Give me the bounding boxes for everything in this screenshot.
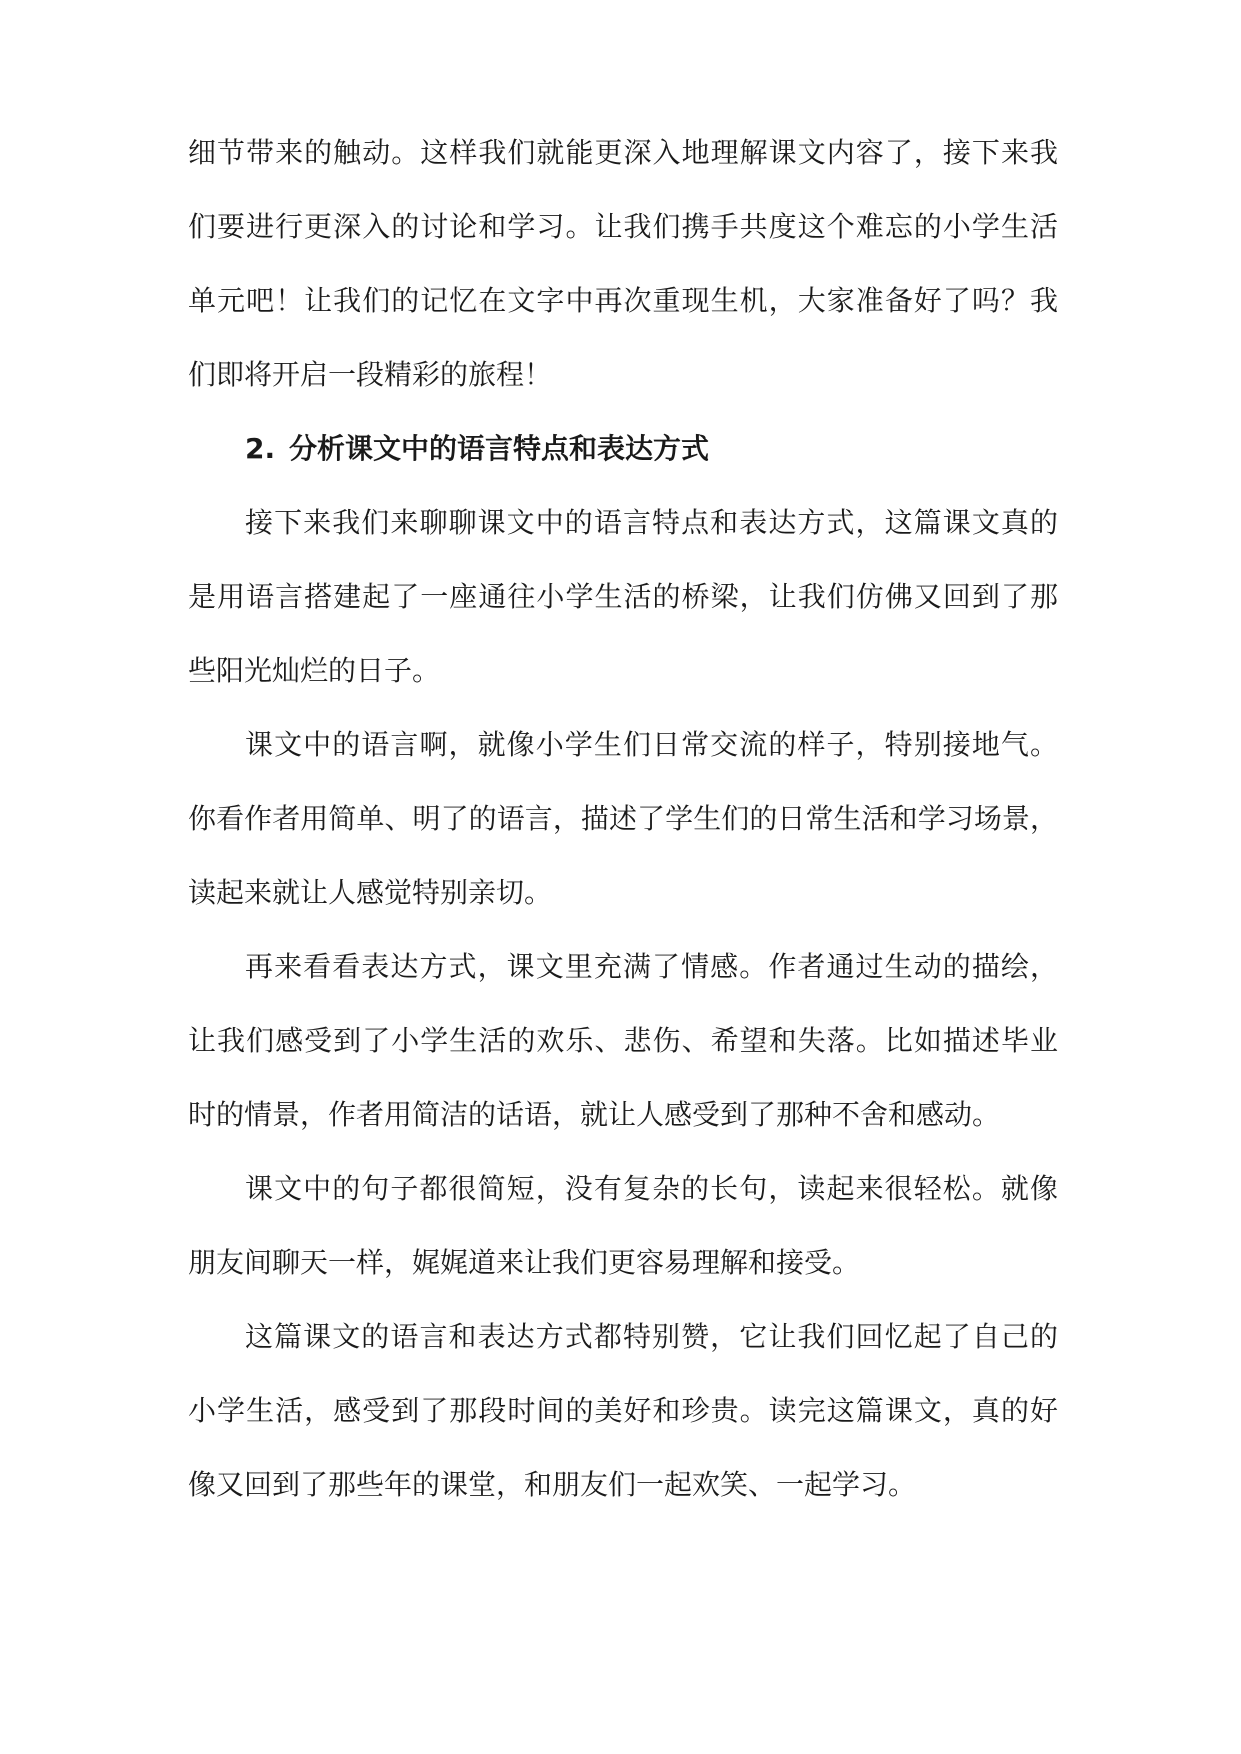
section-heading (188, 430, 1058, 467)
text-line: 这篇课文的语言和表达方式都特别赞，它让我们回忆起了自己的 (245, 1320, 1058, 1353)
text-line: 接下来我们来聊聊课文中的语言特点和表达方式，这篇课文真的 (245, 506, 1058, 539)
text-line: 朋友间聊天一样，娓娓道来让我们更容易理解和接受。 (188, 1246, 861, 1279)
text-line: 课文中的句子都很简短，没有复杂的长句，读起来很轻松。就像 (245, 1172, 1058, 1205)
paragraph-language-features (188, 504, 1058, 689)
section-number: 2. (245, 432, 276, 465)
text-line: 你看作者用简单、明了的语言，描述了学生们的日常生活和学习场景， (188, 802, 1058, 835)
text-line: 时的情景，作者用简洁的话语，就让人感受到了那种不舍和感动。 (188, 1098, 1001, 1131)
paragraph-sentences (188, 1170, 1058, 1281)
text-line: 是用语言搭建起了一座通往小学生活的桥梁，让我们仿佛又回到了那 (188, 580, 1058, 613)
text-line: 再来看看表达方式，课文里充满了情感。作者通过生动的描绘， (245, 950, 1058, 983)
document-page (188, 134, 1058, 1540)
text-line: 们要进行更深入的讨论和学习。让我们携手共度这个难忘的小学生活 (188, 210, 1058, 243)
text-line: 像又回到了那些年的课堂，和朋友们一起欢笑、一起学习。 (188, 1468, 917, 1501)
paragraph-conclusion (188, 1318, 1058, 1503)
text-line: 小学生活，感受到了那段时间的美好和珍贵。读完这篇课文，真的好 (188, 1394, 1058, 1427)
text-line: 读起来就让人感觉特别亲切。 (188, 876, 553, 909)
text-line: 细节带来的触动。这样我们就能更深入地理解课文内容了，接下来我 (188, 136, 1058, 169)
text-line: 课文中的语言啊，就像小学生们日常交流的样子，特别接地气。 (245, 728, 1058, 761)
text-line: 单元吧！让我们的记忆在文字中再次重现生机，大家准备好了吗？我 (188, 284, 1058, 317)
text-line: 些阳光灿烂的日子。 (188, 654, 441, 687)
text-line: 让我们感受到了小学生活的欢乐、悲伤、希望和失落。比如描述毕业 (188, 1024, 1058, 1057)
paragraph-continuation (188, 134, 1058, 393)
section-title: 分析课文中的语言特点和表达方式 (289, 432, 710, 465)
paragraph-expression (188, 948, 1058, 1133)
paragraph-language-style (188, 726, 1058, 911)
text-line: 们即将开启一段精彩的旅程！ (188, 358, 553, 391)
